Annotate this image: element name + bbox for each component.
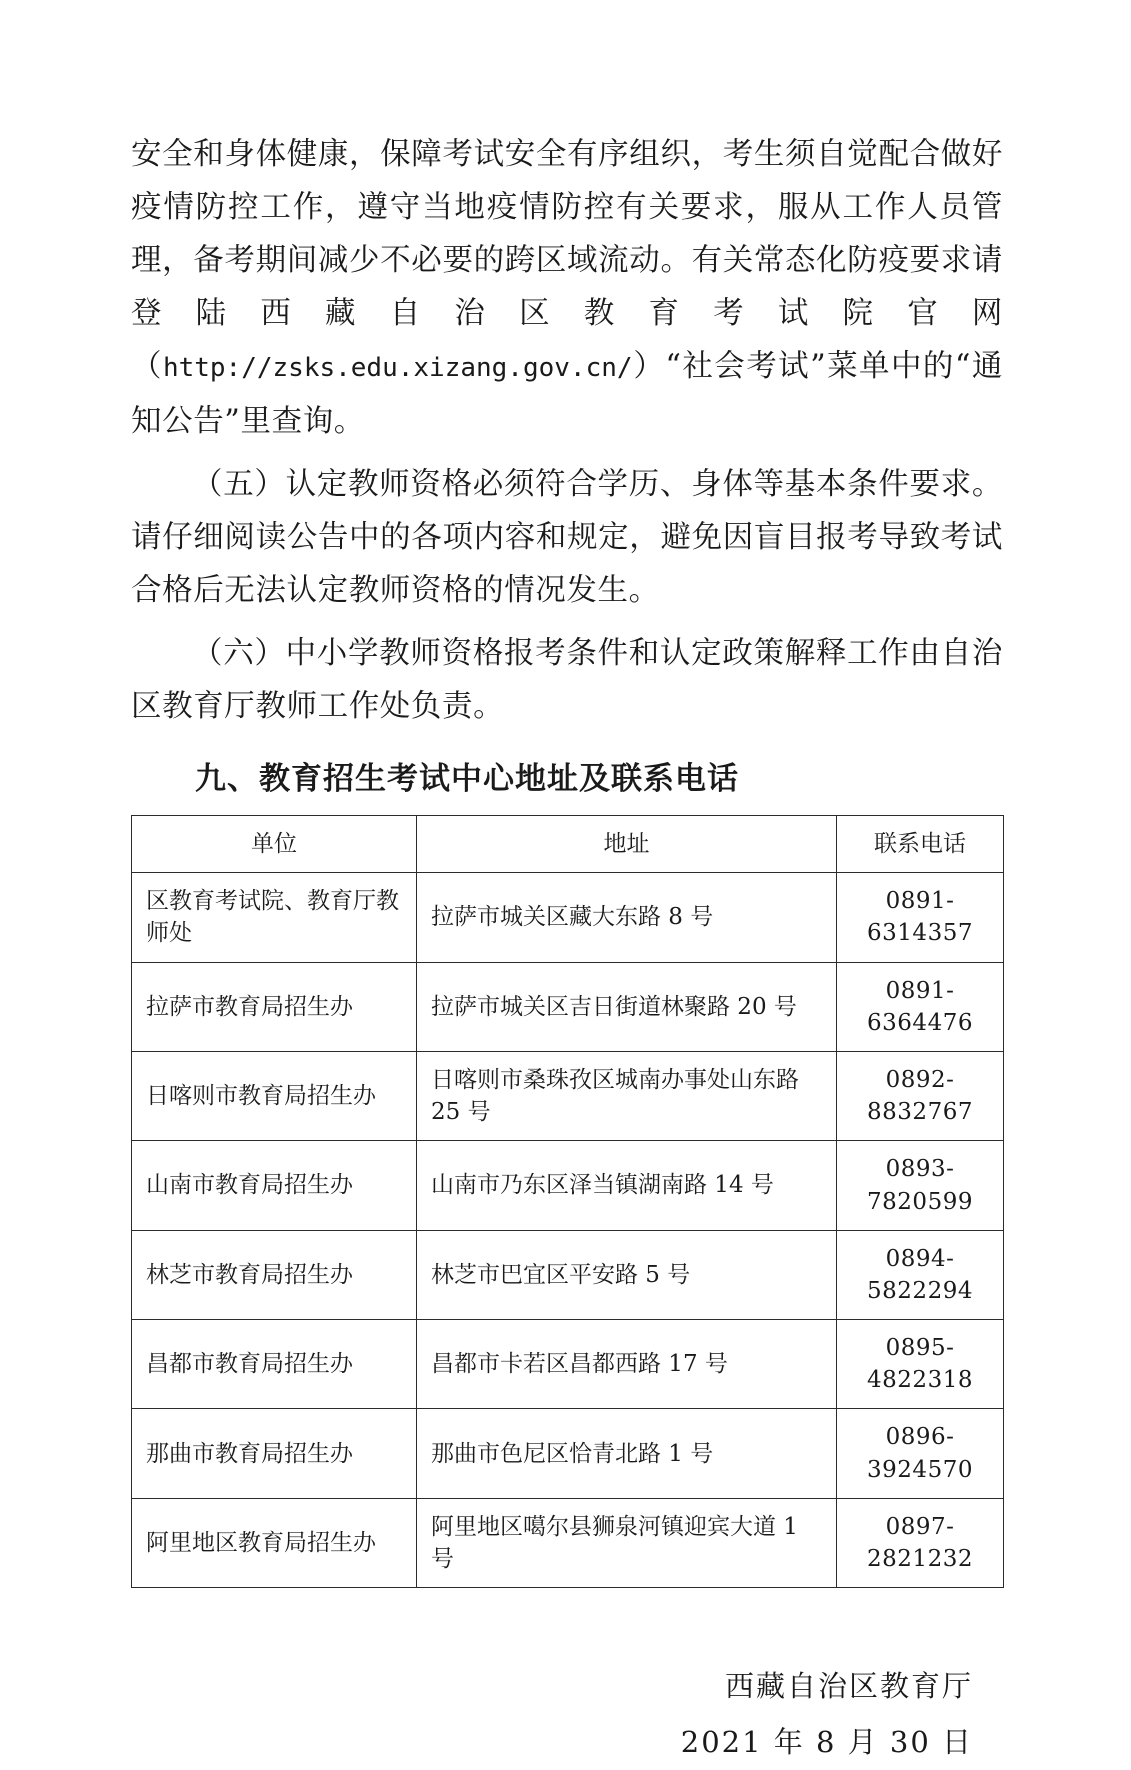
section-gap — [131, 733, 1003, 753]
signature-issuer: 西藏自治区教育厅 — [724, 1669, 973, 1704]
cell-unit: 林芝市教育局招生办 — [132, 1230, 417, 1319]
cell-address: 日喀则市桑珠孜区城南办事处山东路 25 号 — [417, 1051, 837, 1140]
inline-text: （五）认定教师资格必须符合学历、身体等基本条件要求。请仔细阅读公告中的各项内容和规定，避免因盲目报考导致考试合格后无法认定教师资格的情况发生。 — [131, 467, 1003, 608]
table-row — [132, 1051, 1004, 1140]
contact-table — [131, 815, 1004, 1588]
cell-unit: 阿里地区教育局招生办 — [132, 1498, 417, 1587]
cell-address: 昌都市卡若区昌都西路 17 号 — [417, 1320, 837, 1409]
inline-text: （六）中小学教师资格报考条件和认定政策解释工作由自治区教育厅教师工作处负责。 — [131, 636, 1003, 724]
cell-address: 那曲市色尼区恰青北路 1 号 — [417, 1409, 837, 1498]
section-heading: 九、教育招生考试中心地址及联系电话 — [195, 761, 739, 797]
cell-phone: 0897-2821232 — [837, 1498, 1004, 1587]
cell-unit: 拉萨市教育局招生办 — [132, 962, 417, 1051]
cell-unit: 那曲市教育局招生办 — [132, 1409, 417, 1498]
signature-date: 2021 年 8 月 30 日 — [680, 1725, 973, 1760]
cell-phone: 0891-6364476 — [837, 962, 1004, 1051]
cell-unit: 昌都市教育局招生办 — [132, 1320, 417, 1409]
inline-url: http://zsks.edu.xizang.gov.cn/ — [162, 353, 633, 383]
table-row — [132, 962, 1004, 1051]
cell-phone: 0895-4822318 — [837, 1320, 1004, 1409]
cell-address: 林芝市巴宜区平安路 5 号 — [417, 1230, 837, 1319]
table-body — [132, 873, 1004, 1588]
table-header — [132, 816, 1004, 873]
inline-text: ）“社会考试”菜单中的“通知公告”里查询。 — [131, 349, 1003, 439]
cell-phone: 0894-5822294 — [837, 1230, 1004, 1319]
table-row — [132, 1141, 1004, 1230]
table-header-row — [132, 816, 1004, 873]
column-header-unit: 单位 — [132, 816, 417, 873]
inline-text: 安全和身体健康，保障考试安全有序组织，考生须自觉配合做好疫情防控工作，遵守当地疫情防控有关要求，服从工作人员管理，备考期间减少不必要的跨区域流动。有关常态化防疫要求请登陆西藏自治区教育考试院官网（ — [131, 137, 1003, 384]
paragraph-epidemic — [131, 128, 1003, 448]
cell-unit: 日喀则市教育局招生办 — [132, 1051, 417, 1140]
column-header-address: 地址 — [417, 816, 837, 873]
paragraph-gap — [131, 617, 1003, 627]
cell-address: 阿里地区噶尔县狮泉河镇迎宾大道 1 号 — [417, 1498, 837, 1587]
cell-phone: 0893-7820599 — [837, 1141, 1004, 1230]
table-row — [132, 1230, 1004, 1319]
paragraph-item-five — [131, 458, 1003, 617]
cell-address: 拉萨市城关区吉日街道林聚路 20 号 — [417, 962, 837, 1051]
cell-address: 山南市乃东区泽当镇湖南路 14 号 — [417, 1141, 837, 1230]
paragraph-gap — [131, 448, 1003, 458]
document-body — [131, 128, 1003, 1770]
table-row — [132, 1498, 1004, 1587]
cell-address: 拉萨市城关区藏大东路 8 号 — [417, 873, 837, 962]
column-header-phone: 联系电话 — [837, 816, 1004, 873]
paragraph-item-six — [131, 627, 1003, 733]
signature-block — [131, 1658, 1003, 1770]
cell-phone: 0896-3924570 — [837, 1409, 1004, 1498]
table-row — [132, 1320, 1004, 1409]
cell-unit: 山南市教育局招生办 — [132, 1141, 417, 1230]
table-row — [132, 873, 1004, 962]
cell-phone: 0891-6314357 — [837, 873, 1004, 962]
cell-unit: 区教育考试院、教育厅教师处 — [132, 873, 417, 962]
cell-phone: 0892-8832767 — [837, 1051, 1004, 1140]
table-row — [132, 1409, 1004, 1498]
